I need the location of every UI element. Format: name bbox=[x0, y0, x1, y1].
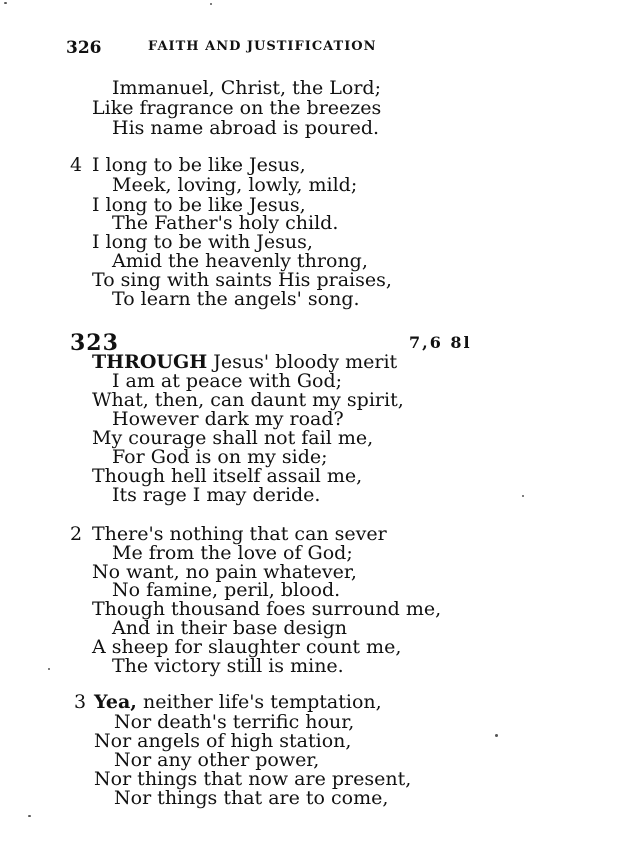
scan-speck bbox=[522, 495, 524, 497]
verse-line: To sing with saints His praises, bbox=[92, 269, 392, 291]
verse-first-line-rest: neither life's temptation, bbox=[136, 691, 382, 713]
hymn-number: 323 bbox=[70, 330, 119, 356]
verse-line: I long to be like Jesus, bbox=[92, 194, 306, 216]
page-number: 326 bbox=[66, 38, 102, 58]
verse-line: Nor things that now are present, bbox=[94, 768, 412, 790]
verse-line: No want, no pain whatever, bbox=[92, 561, 357, 583]
verse-line: The Father's holy child. bbox=[112, 212, 339, 234]
verse-line: Its rage I may deride. bbox=[112, 484, 321, 506]
verse-line-first bbox=[92, 352, 397, 372]
verse-line: I long to be like Jesus, bbox=[92, 154, 306, 176]
scan-speck bbox=[495, 734, 498, 737]
continued-line: Like fragrance on the breezes bbox=[92, 97, 382, 119]
verse-line: Amid the heavenly throng, bbox=[112, 250, 368, 272]
section-title: FAITH AND JUSTIFICATION bbox=[148, 39, 377, 54]
verse-first-line-rest: Jesus' bloody merit bbox=[207, 351, 398, 373]
verse-line-first bbox=[94, 692, 382, 712]
verse-number: 4 bbox=[70, 154, 83, 176]
verse-line: However dark my road? bbox=[112, 408, 344, 430]
verse-line: No famine, peril, blood. bbox=[112, 579, 341, 601]
verse-line: Nor angels of high station, bbox=[94, 730, 352, 752]
verse-line: Nor any other power, bbox=[114, 749, 320, 771]
verse-line: Me from the love of God; bbox=[112, 542, 353, 564]
verse-line: For God is on my side; bbox=[112, 446, 328, 468]
verse-line: Though hell itself assail me, bbox=[92, 465, 363, 487]
scan-speck bbox=[210, 3, 212, 5]
scan-speck bbox=[48, 668, 50, 670]
verse-line: A sheep for slaughter count me, bbox=[92, 636, 402, 658]
verse-line: My courage shall not fail me, bbox=[92, 427, 374, 449]
verse-line: And in their base design bbox=[112, 617, 347, 639]
scan-speck bbox=[4, 2, 7, 4]
verse-line: Meek, loving, lowly, mild; bbox=[112, 174, 358, 196]
verse-line: Though thousand foes surround me, bbox=[92, 598, 442, 620]
verse-first-word: THROUGH bbox=[92, 351, 208, 373]
verse-line: There's nothing that can sever bbox=[92, 523, 387, 545]
verse-line: To learn the angels' song. bbox=[112, 288, 360, 310]
page-header bbox=[66, 38, 406, 62]
continued-line: His name abroad is poured. bbox=[112, 117, 380, 139]
continued-line: Immanuel, Christ, the Lord; bbox=[112, 77, 381, 99]
verse-line: What, then, can daunt my spirit, bbox=[92, 389, 404, 411]
verse-line: Nor death's terrific hour, bbox=[114, 711, 355, 733]
verse-number: 2 bbox=[70, 523, 83, 545]
hymn-meter: 7,6 8l bbox=[409, 333, 472, 352]
scan-speck bbox=[28, 815, 31, 817]
verse-first-word: Yea, bbox=[94, 691, 137, 713]
verse-line: Nor things that are to come, bbox=[114, 787, 389, 809]
verse-line: The victory still is mine. bbox=[112, 655, 344, 677]
verse-line: I am at peace with God; bbox=[112, 370, 343, 392]
verse-number: 3 bbox=[74, 691, 87, 713]
verse-line: I long to be with Jesus, bbox=[92, 231, 313, 253]
